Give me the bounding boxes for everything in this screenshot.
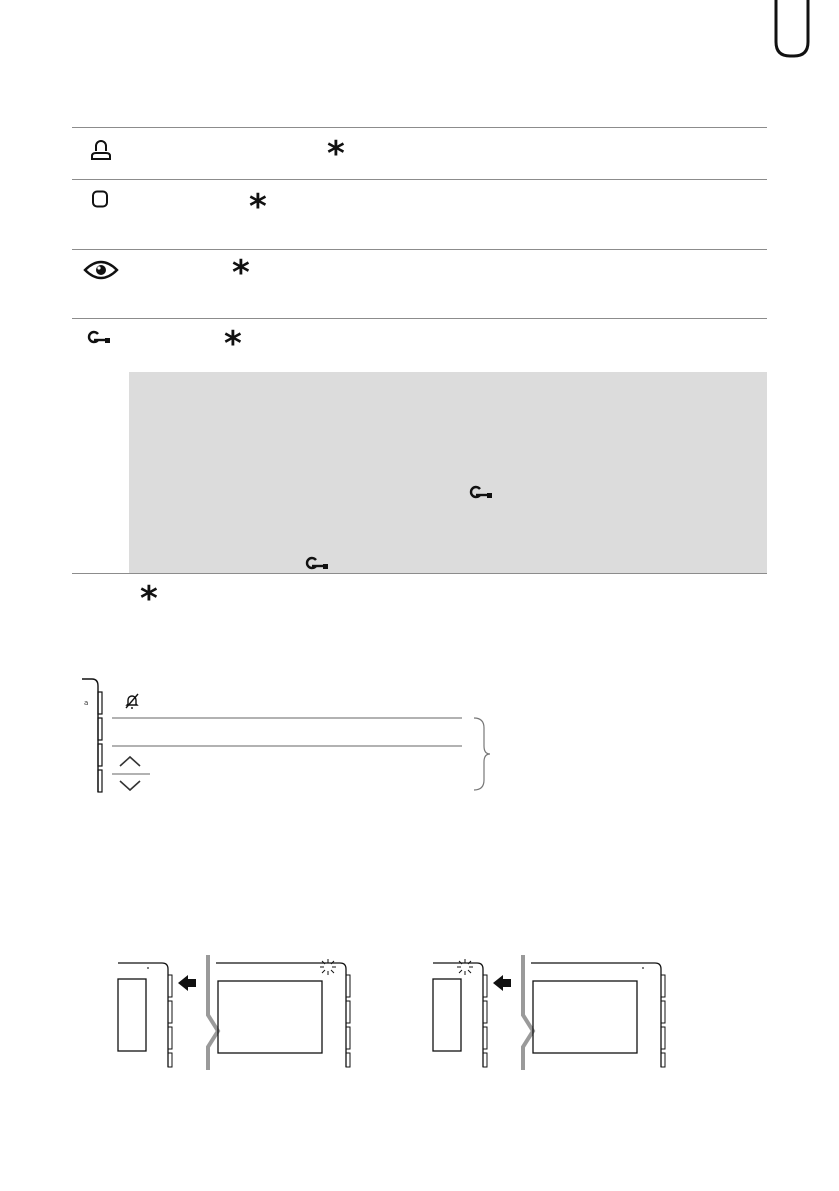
asterisk-mark: * — [232, 253, 250, 293]
row-divider — [72, 249, 767, 250]
note-box — [129, 372, 767, 573]
svg-text:a: a — [84, 699, 89, 707]
asterisk-mark: * — [249, 187, 267, 227]
row-divider — [72, 179, 767, 180]
rounded-square-icon — [91, 190, 109, 208]
row-divider — [72, 127, 767, 128]
right-illustration — [425, 955, 675, 1070]
key-icon — [85, 329, 113, 345]
section-divider — [72, 573, 767, 574]
person-icon — [89, 137, 113, 161]
asterisk-mark: * — [327, 134, 345, 174]
left-illustration — [110, 955, 360, 1070]
key-icon — [467, 484, 495, 500]
corner-arc-icon — [772, 0, 812, 60]
bell-mute-icon — [124, 692, 140, 710]
eye-icon — [83, 258, 119, 282]
device-panel-diagram — [70, 670, 510, 800]
asterisk-mark: * — [140, 579, 158, 619]
row-divider — [72, 318, 767, 319]
asterisk-mark: * — [224, 324, 242, 364]
key-icon — [303, 555, 331, 571]
